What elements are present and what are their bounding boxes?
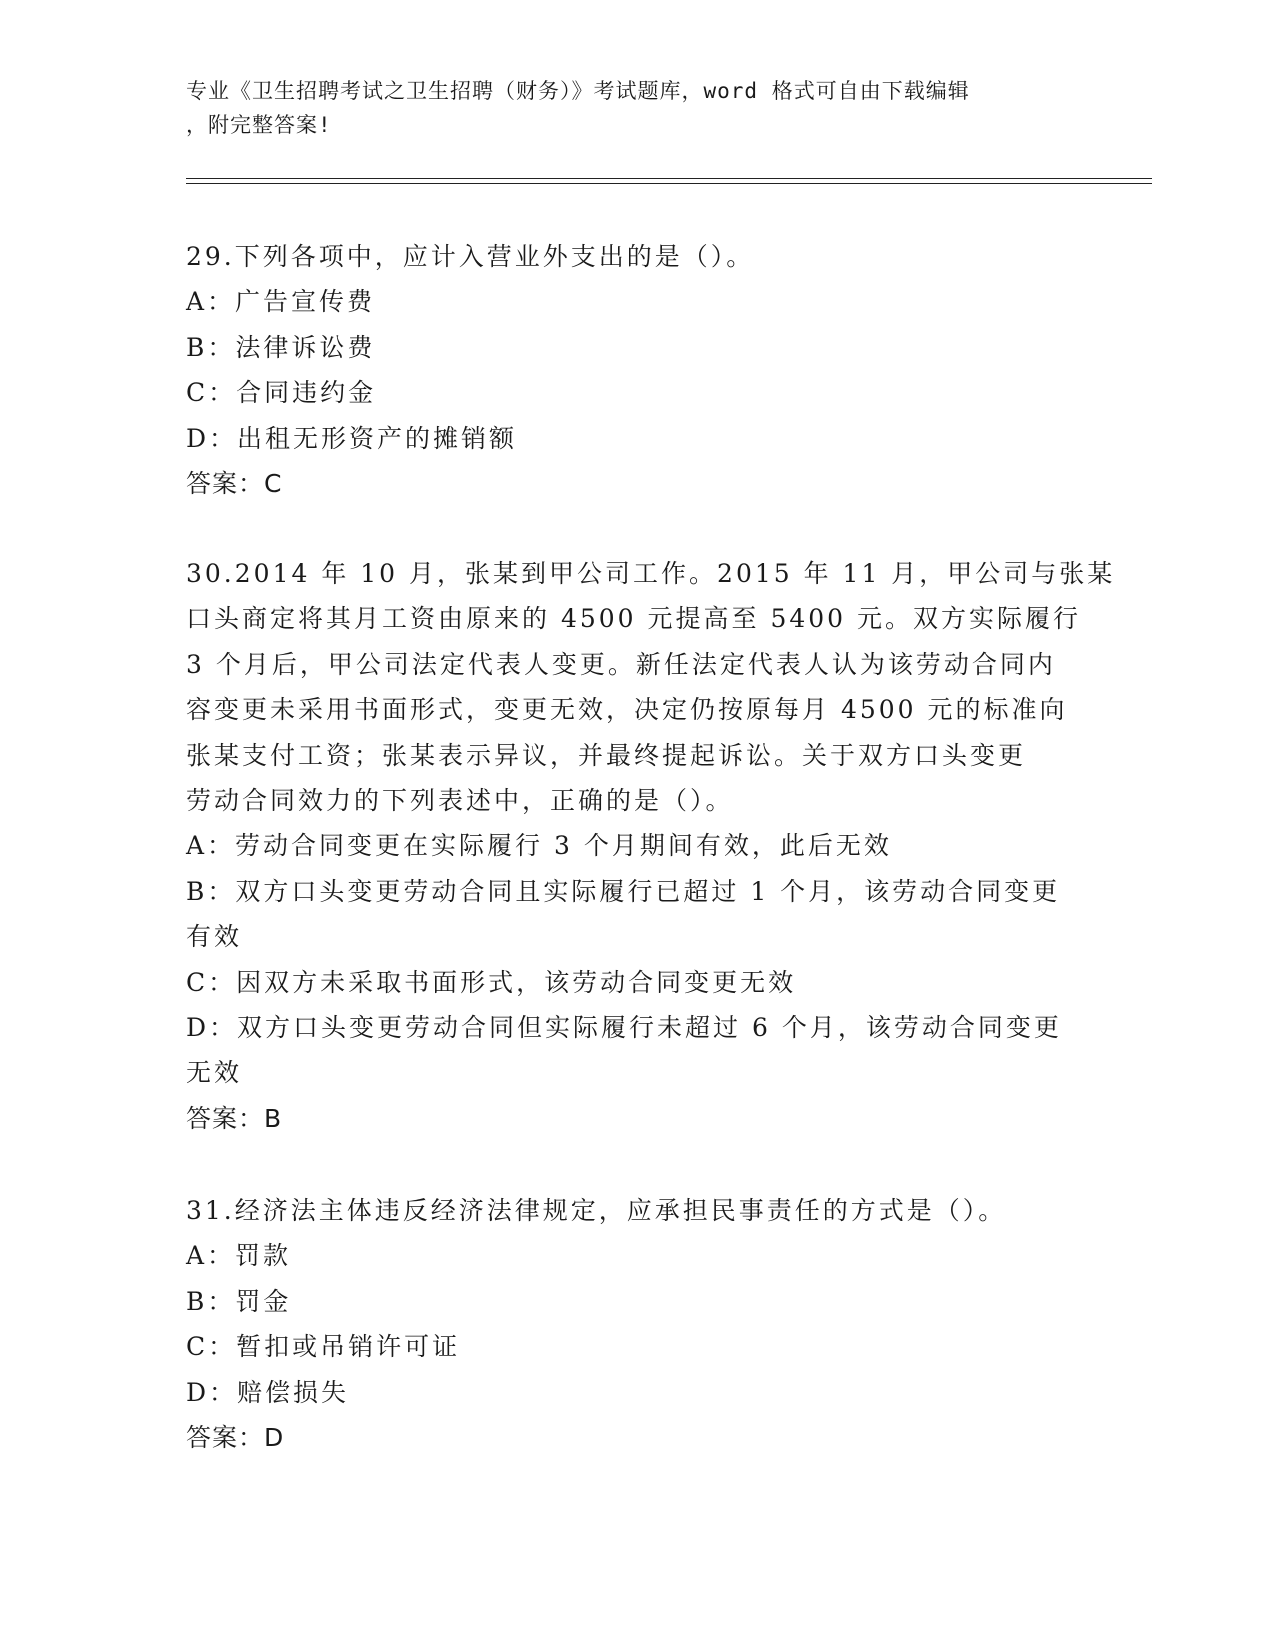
question-stem: 30.2014 年 10 月，张某到甲公司工作。2015 年 11 月，甲公司与张某	[186, 559, 1116, 588]
option-a: A：劳动合同变更在实际履行 3 个月期间有效，此后无效	[186, 831, 892, 861]
answer-label: 答案：D	[186, 1423, 285, 1453]
question-stem: 29.下列各项中，应计入营业外支出的是（）。	[186, 242, 755, 271]
question-stem: 劳动合同效力的下列表述中，正确的是（）。	[186, 786, 734, 816]
question-stem: 张某支付工资；张某表示异议，并最终提起诉讼。关于双方口头变更	[186, 740, 1027, 770]
header-rule-top	[186, 178, 1152, 179]
question-31	[186, 1188, 1086, 1460]
question-stem: 口头商定将其月工资由原来的 4500 元提高至 5400 元。双方实际履行	[186, 604, 1082, 634]
option-d-continued: 无效	[186, 1058, 243, 1088]
option-b: B：双方口头变更劳动合同且实际履行已超过 1 个月，该劳动合同变更	[186, 876, 1061, 906]
option-d: D：出租无形资产的摊销额	[186, 423, 518, 453]
question-stem: 容变更未采用书面形式，变更无效，决定仍按原每月 4500 元的标准向	[186, 695, 1068, 725]
answer-label: 答案：B	[186, 1103, 283, 1133]
question-stem: 31.经济法主体违反经济法律规定，应承担民事责任的方式是（）。	[186, 1196, 1007, 1225]
option-c: C：合同违约金	[186, 378, 377, 408]
option-b: B：罚金	[186, 1286, 292, 1316]
option-c: C：因双方未采取书面形式，该劳动合同变更无效	[186, 967, 797, 997]
header-line-1: 专业《卫生招聘考试之卫生招聘（财务）》考试题库，word 格式可自由下载编辑	[186, 79, 970, 103]
question-29	[186, 234, 1086, 506]
option-a: A：广告宣传费	[186, 287, 376, 317]
header-rule-bottom	[186, 183, 1152, 184]
header-line-2: ，附完整答案!	[186, 113, 332, 137]
question-stem: 3 个月后，甲公司法定代表人变更。新任法定代表人认为该劳动合同内	[186, 649, 1056, 679]
option-b: B：法律诉讼费	[186, 332, 376, 362]
option-b-continued: 有效	[186, 922, 243, 952]
document-header	[186, 74, 1066, 142]
question-30	[186, 551, 1116, 1141]
answer-label: 答案：C	[186, 469, 283, 499]
option-c: C：暂扣或吊销许可证	[186, 1332, 461, 1362]
option-d: D：双方口头变更劳动合同但实际履行未超过 6 个月，该劳动合同变更	[186, 1013, 1062, 1043]
option-d: D：赔偿损失	[186, 1377, 350, 1407]
option-a: A：罚款	[186, 1241, 292, 1271]
